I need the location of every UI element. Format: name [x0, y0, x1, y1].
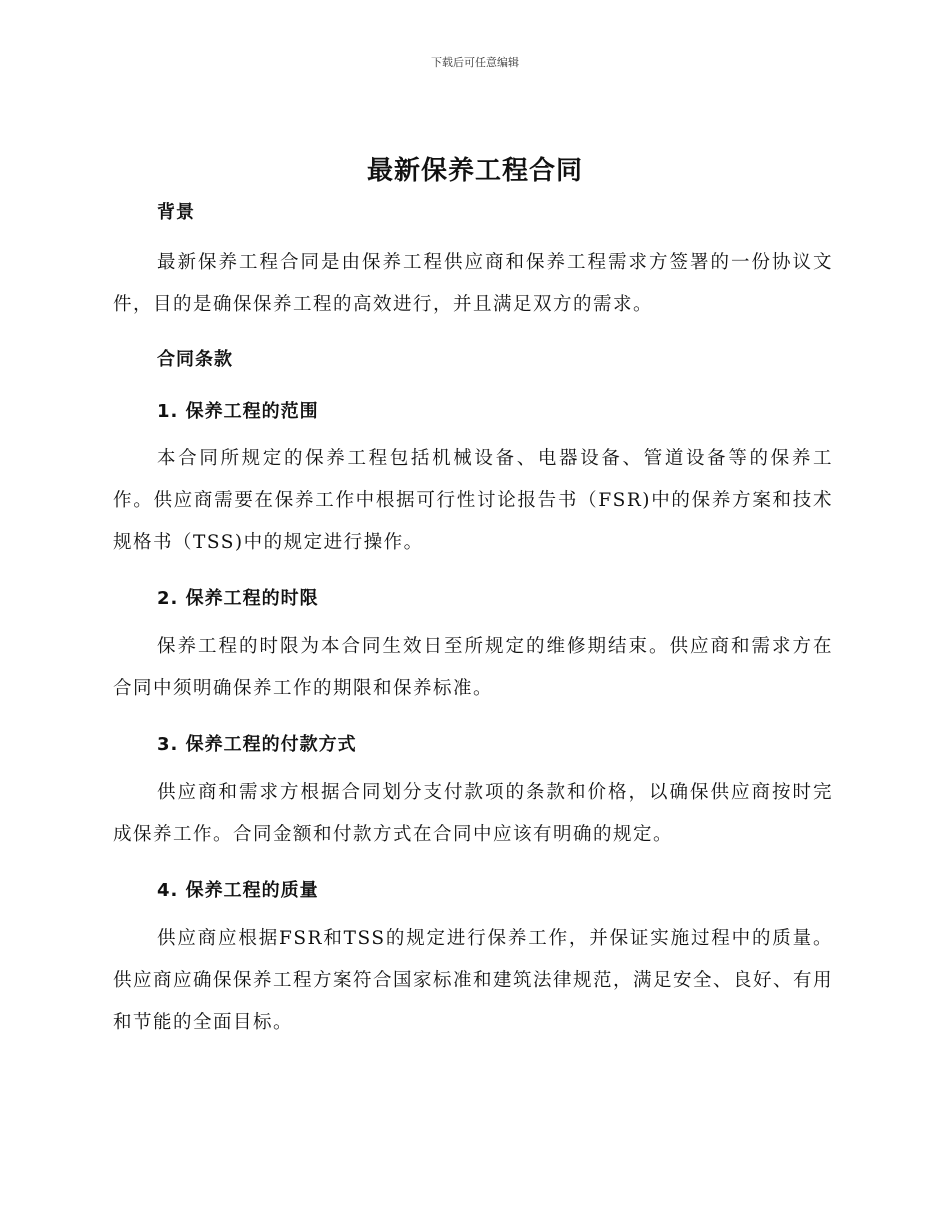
paragraph-background: 最新保养工程合同是由保养工程供应商和保养工程需求方签署的一份协议文件，目的是确保保养工程的高效进行，并且满足双方的需求。	[113, 252, 833, 315]
section-heading-quality: 4. 保养工程的质量	[157, 880, 319, 901]
paragraph-quality: 供应商应根据FSR和TSS的规定进行保养工作，并保证实施过程中的质量。供应商应确保保养工程方案符合国家标准和建筑法律规范，满足安全、良好、有用和节能的全面目标。	[113, 928, 834, 1033]
paragraph-scope: 本合同所规定的保养工程包括机械设备、电器设备、管道设备等的保养工作。供应商需要在保养工作中根据可行性讨论报告书（FSR)中的保养方案和技术规格书（TSS)中的规定进行操作。	[113, 448, 833, 553]
paragraph-payment: 供应商和需求方根据合同划分支付款项的条款和价格，以确保供应商按时完成保养工作。合同金额和付款方式在合同中应该有明确的规定。	[113, 782, 833, 845]
section-heading-payment: 3. 保养工程的付款方式	[157, 734, 357, 755]
section-heading-contract-terms: 合同条款	[157, 349, 233, 370]
header-note: 下载后可任意编辑	[431, 56, 519, 69]
paragraph-time-limit: 保养工程的时限为本合同生效日至所规定的维修期结束。供应商和需求方在合同中须明确保养工作的期限和保养标准。	[113, 636, 833, 699]
section-heading-time-limit: 2. 保养工程的时限	[157, 588, 319, 609]
document-title: 最新保养工程合同	[366, 156, 583, 186]
section-heading-scope: 1. 保养工程的范围	[157, 401, 319, 422]
section-heading-background: 背景	[157, 202, 195, 223]
